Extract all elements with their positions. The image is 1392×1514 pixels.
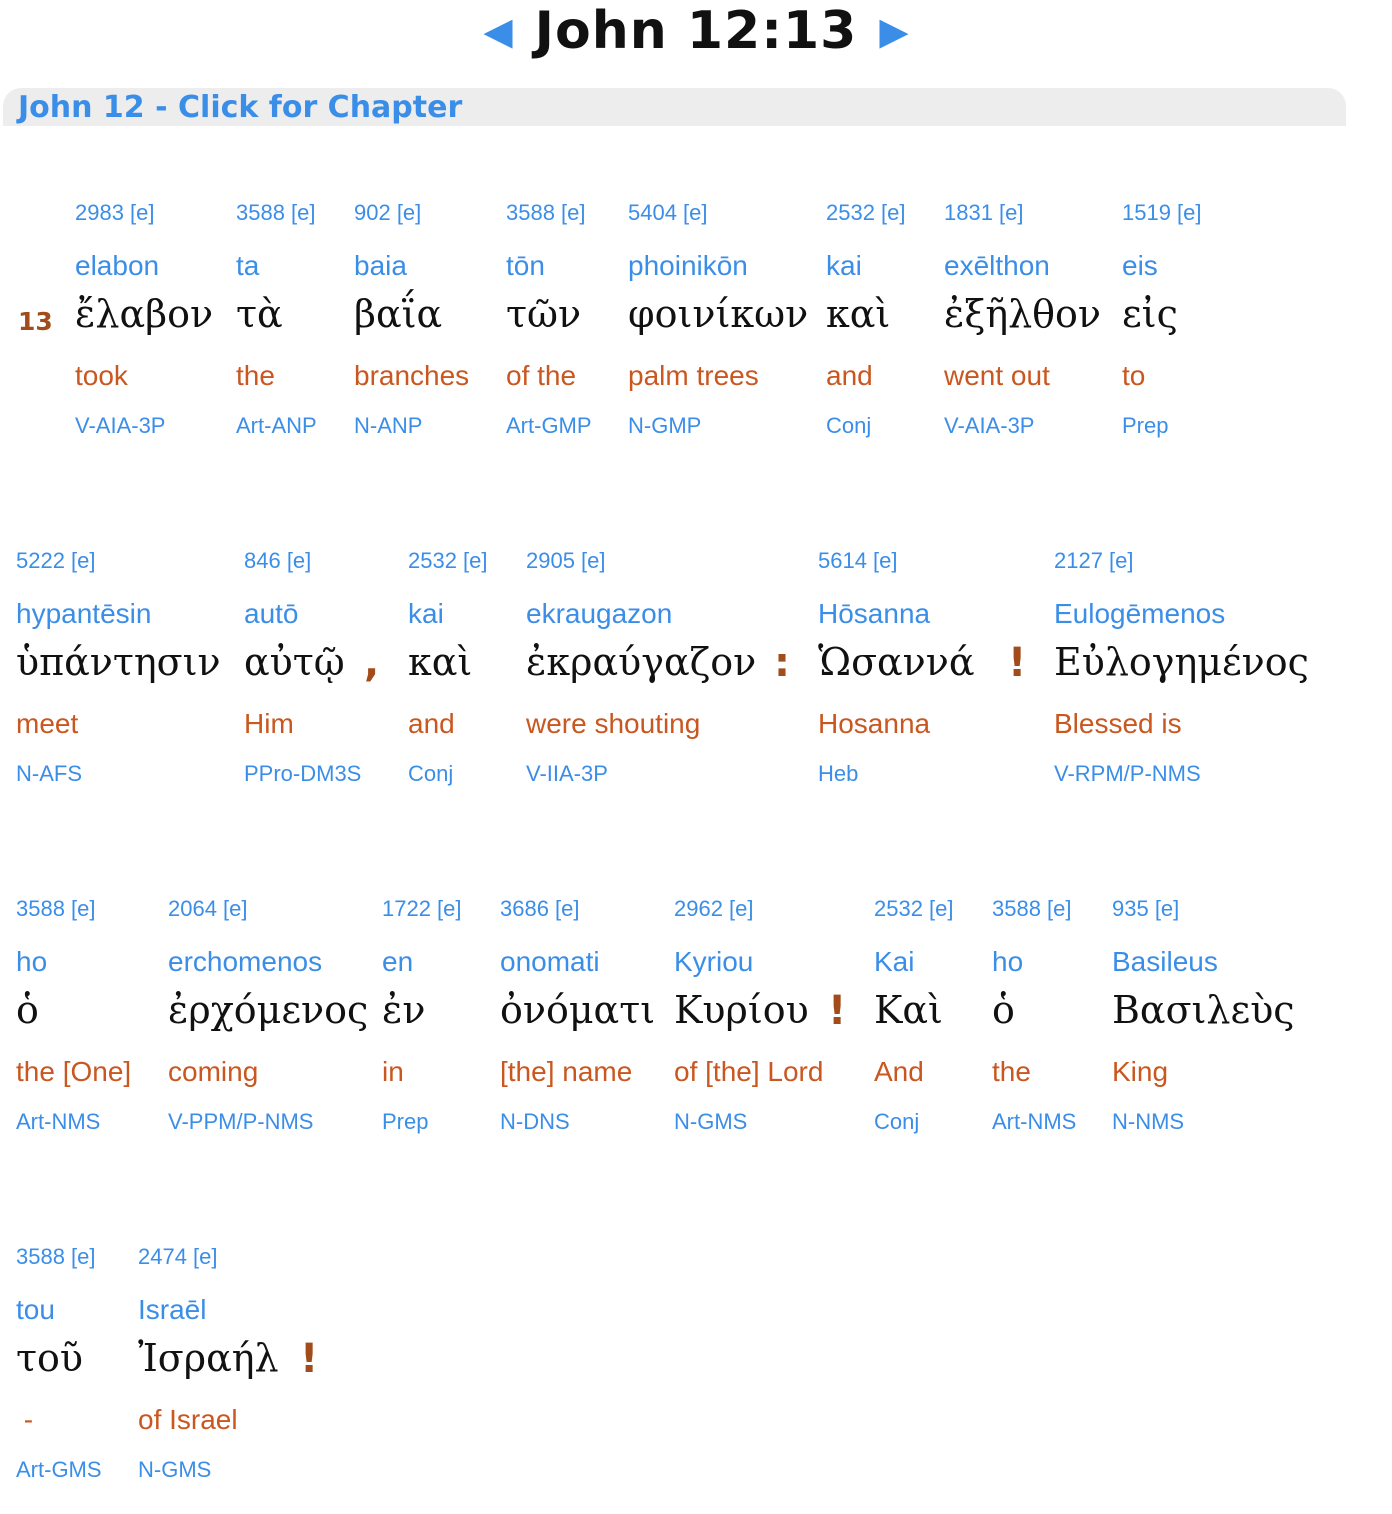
english-gloss: of [the] Lord xyxy=(674,1056,824,1087)
strongs-link[interactable]: 1722 [e] xyxy=(382,896,462,921)
greek-word: ὁ xyxy=(992,988,1015,1032)
strongs-link[interactable]: 2905 [e] xyxy=(526,548,606,573)
english-gloss: the xyxy=(992,1056,1031,1087)
greek-word: φοινίκων xyxy=(628,292,809,336)
greek-word: ὑπάντησιν xyxy=(16,640,221,684)
english-gloss: to xyxy=(1122,360,1146,391)
transliteration: en xyxy=(382,946,414,977)
transliteration: exēlthon xyxy=(944,250,1050,281)
english-gloss: the xyxy=(236,360,275,391)
strongs-link[interactable]: 846 [e] xyxy=(244,548,312,573)
transliteration: elabon xyxy=(75,250,160,281)
transliteration: eis xyxy=(1122,250,1158,281)
transliteration: Hōsanna xyxy=(818,598,931,629)
parsing-link[interactable]: N-GMP xyxy=(628,413,702,438)
english-gloss: branches xyxy=(354,360,470,391)
greek-word: ἔλαβον xyxy=(75,292,214,336)
parsing-link[interactable]: N-GMS xyxy=(674,1109,748,1134)
greek-word: Καὶ xyxy=(874,988,943,1032)
parsing-link[interactable]: Heb xyxy=(818,761,859,786)
english-gloss: of Israel xyxy=(138,1404,238,1435)
interlinear-row-1 xyxy=(0,200,1392,470)
parsing-link[interactable]: Art-NMS xyxy=(992,1109,1077,1134)
transliteration: ta xyxy=(236,250,260,281)
english-gloss: [the] name xyxy=(500,1056,633,1087)
english-gloss: - xyxy=(16,1404,41,1435)
parsing-link[interactable]: N-AFS xyxy=(16,761,82,786)
punctuation-colon: : xyxy=(774,640,790,686)
strongs-link[interactable]: 1831 [e] xyxy=(944,200,1024,225)
parsing-link[interactable]: Art-GMS xyxy=(16,1457,102,1482)
parsing-link[interactable]: V-AIA-3P xyxy=(944,413,1035,438)
strongs-link[interactable]: 3588 [e] xyxy=(236,200,316,225)
greek-word: τῶν xyxy=(506,292,582,336)
english-gloss: coming xyxy=(168,1056,259,1087)
strongs-link[interactable]: 2064 [e] xyxy=(168,896,248,921)
transliteration: onomati xyxy=(500,946,600,977)
transliteration: Kyriou xyxy=(674,946,754,977)
english-gloss: And xyxy=(874,1056,924,1087)
chapter-link[interactable]: John 12 - Click for Chapter xyxy=(18,90,463,125)
parsing-link[interactable]: Conj xyxy=(874,1109,920,1134)
english-gloss: meet xyxy=(16,708,79,739)
transliteration: tōn xyxy=(506,250,545,281)
transliteration: Israēl xyxy=(138,1294,207,1325)
greek-word: βαΐα xyxy=(354,292,443,336)
greek-word: ὀνόματι xyxy=(500,988,656,1032)
parsing-link[interactable]: V-PPM/P-NMS xyxy=(168,1109,314,1134)
english-gloss: went out xyxy=(944,360,1050,391)
transliteration: tou xyxy=(16,1294,55,1325)
strongs-link[interactable]: 3588 [e] xyxy=(992,896,1072,921)
greek-word: Κυρίου xyxy=(674,988,809,1032)
parsing-link[interactable]: Art-ANP xyxy=(236,413,317,438)
transliteration: ho xyxy=(992,946,1024,977)
english-gloss: were shouting xyxy=(526,708,701,739)
transliteration: kai xyxy=(826,250,862,281)
parsing-link[interactable]: V-AIA-3P xyxy=(75,413,166,438)
strongs-link[interactable]: 2127 [e] xyxy=(1054,548,1134,573)
transliteration: Kai xyxy=(874,946,915,977)
english-gloss: of the xyxy=(506,360,577,391)
transliteration: autō xyxy=(244,598,299,629)
english-gloss: and xyxy=(826,360,873,391)
english-gloss: took xyxy=(75,360,128,391)
prev-verse-arrow-icon[interactable]: ◀ xyxy=(483,9,513,53)
greek-word: ἐρχόμενος xyxy=(168,988,369,1032)
greek-word: τὰ xyxy=(236,292,283,336)
greek-word: ὁ xyxy=(16,988,39,1032)
transliteration: hypantēsin xyxy=(16,598,152,629)
parsing-link[interactable]: N-GMS xyxy=(138,1457,212,1482)
english-gloss: in xyxy=(382,1056,404,1087)
greek-word: Εὐλογημένος xyxy=(1054,640,1309,684)
strongs-link[interactable]: 3588 [e] xyxy=(16,896,96,921)
greek-word: ἐκραύγαζον xyxy=(526,640,757,684)
strongs-link[interactable]: 5404 [e] xyxy=(628,200,708,225)
transliteration: phoinikōn xyxy=(628,250,748,281)
greek-word: Ὡσαννά xyxy=(818,640,975,684)
parsing-link[interactable]: N-ANP xyxy=(354,413,423,438)
transliteration: Basileus xyxy=(1112,946,1218,977)
english-gloss: King xyxy=(1112,1056,1169,1087)
greek-word: Ἰσραήλ xyxy=(138,1336,279,1380)
parsing-link[interactable]: PPro-DM3S xyxy=(244,761,362,786)
greek-word: Βασιλεὺς xyxy=(1112,988,1295,1032)
strongs-link[interactable]: 2962 [e] xyxy=(674,896,754,921)
greek-word: τοῦ xyxy=(16,1336,84,1380)
english-gloss: Blessed is xyxy=(1054,708,1182,739)
transliteration: erchomenos xyxy=(168,946,323,977)
next-verse-arrow-icon[interactable]: ▶ xyxy=(879,9,909,53)
english-gloss: the [One] xyxy=(16,1056,132,1087)
greek-word: ἐξῆλθον xyxy=(944,292,1102,336)
english-gloss: palm trees xyxy=(628,360,759,391)
punctuation-exclamation: ! xyxy=(300,1336,319,1382)
strongs-link[interactable]: 2532 [e] xyxy=(874,896,954,921)
interlinear-row-2 xyxy=(0,548,1392,818)
transliteration: baia xyxy=(354,250,407,281)
transliteration: kai xyxy=(408,598,444,629)
strongs-link[interactable]: 2983 [e] xyxy=(75,200,155,225)
english-gloss: and xyxy=(408,708,455,739)
parsing-link[interactable]: Conj xyxy=(826,413,872,438)
greek-word: εἰς xyxy=(1122,292,1178,336)
strongs-link[interactable]: 2532 [e] xyxy=(408,548,488,573)
transliteration: ekraugazon xyxy=(526,598,673,629)
parsing-link[interactable]: Prep xyxy=(1122,413,1169,438)
greek-word: αὐτῷ xyxy=(244,640,345,684)
transliteration: Eulogēmenos xyxy=(1054,598,1226,629)
english-gloss: Hosanna xyxy=(818,708,931,739)
interlinear-row-3 xyxy=(0,896,1392,1166)
parsing-link[interactable]: N-DNS xyxy=(500,1109,570,1134)
strongs-link[interactable]: 902 [e] xyxy=(354,200,422,225)
transliteration: ho xyxy=(16,946,48,977)
parsing-link[interactable]: Conj xyxy=(408,761,454,786)
verse-title: John 12:13 xyxy=(534,1,858,61)
strongs-link[interactable]: 3588 [e] xyxy=(506,200,586,225)
greek-word: ἐν xyxy=(382,988,426,1032)
strongs-link[interactable]: 1519 [e] xyxy=(1122,200,1202,225)
strongs-link[interactable]: 5222 [e] xyxy=(16,548,96,573)
punctuation-exclamation: ! xyxy=(828,988,847,1034)
parsing-link[interactable]: V-RPM/P-NMS xyxy=(1054,761,1201,786)
english-gloss: Him xyxy=(244,708,294,739)
parsing-link[interactable]: Art-GMP xyxy=(506,413,592,438)
greek-word: καὶ xyxy=(826,292,891,336)
parsing-link[interactable]: V-IIA-3P xyxy=(526,761,608,786)
strongs-link[interactable]: 3588 [e] xyxy=(16,1244,96,1269)
chapter-bar xyxy=(3,88,1346,126)
greek-word: καὶ xyxy=(408,640,473,684)
strongs-link[interactable]: 935 [e] xyxy=(1112,896,1180,921)
verse-header xyxy=(0,0,1392,62)
parsing-link[interactable]: Art-NMS xyxy=(16,1109,101,1134)
verse-number: 13 xyxy=(18,307,53,336)
parsing-link[interactable]: Prep xyxy=(382,1109,429,1134)
strongs-link[interactable]: 2474 [e] xyxy=(138,1244,218,1269)
parsing-link[interactable]: N-NMS xyxy=(1112,1109,1185,1134)
punctuation-comma: , xyxy=(364,640,380,686)
strongs-link[interactable]: 3686 [e] xyxy=(500,896,580,921)
punctuation-exclamation: ! xyxy=(1008,640,1027,686)
strongs-link[interactable]: 2532 [e] xyxy=(826,200,906,225)
interlinear-row-4 xyxy=(0,1244,1392,1514)
strongs-link[interactable]: 5614 [e] xyxy=(818,548,898,573)
